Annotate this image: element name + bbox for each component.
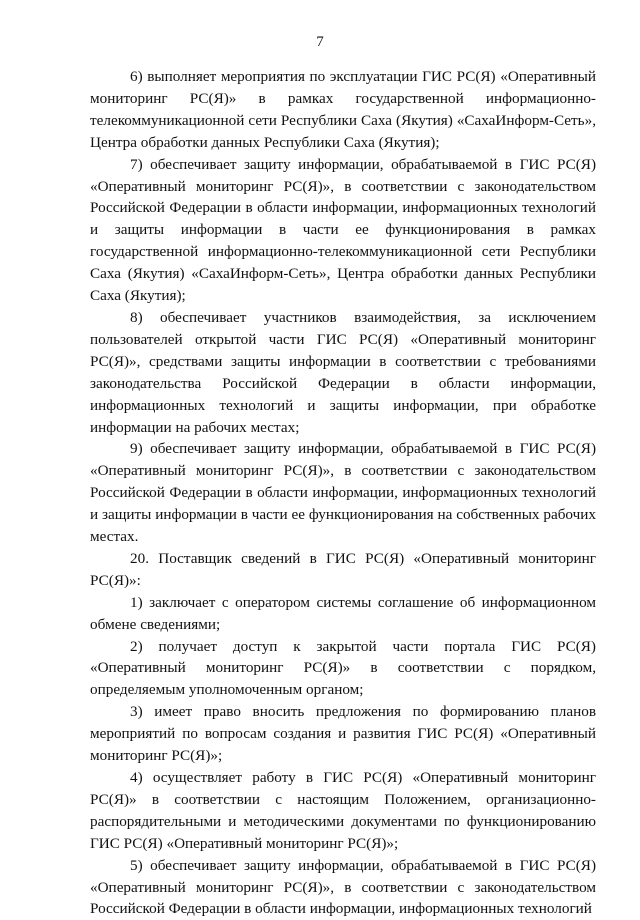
paragraph-item-6: 6) выполняет мероприятия по эксплуатации ГИС РС(Я) «Оперативный мониторинг РС(Я)» в рамках государственной информационно-телекоммуникационной сети Республики Саха (Якутия) «СахаИнформ-Сеть», Центра обработки данных Республики Саха (Якутия); — [90, 68, 596, 151]
page-number: 7 — [316, 34, 324, 50]
paragraph-item-5: 5) обеспечивает защиту информации, обрабатываемой в ГИС РС(Я) «Оперативный мониторинг РС(Я)», в соответствии с законодательством Российской Федерации в области информации, информационных технологий — [90, 856, 596, 918]
section-20-heading: 20. Поставщик сведений в ГИС РС(Я) «Оперативный мониторинг РС(Я)»: — [90, 549, 596, 589]
document-body — [90, 66, 596, 920]
paragraph-item-9: 9) обеспечивает защиту информации, обрабатываемой в ГИС РС(Я) «Оперативный мониторинг РС(Я)», в соответствии с законодательством Российской Федерации в области информации, информационных технологий и защиты информации в части ее функционирования на собственных рабочих местах. — [90, 440, 596, 546]
paragraph-item-1: 1) заключает с оператором системы соглашение об информационном обмене сведениями; — [90, 593, 596, 633]
paragraph-item-8: 8) обеспечивает участников взаимодействия, за исключением пользователей открытой части ГИС РС(Я) «Оперативный мониторинг РС(Я)», средствами защиты информации в соответствии с требованиями законодательства Российской Федерации в области информации, информационных технологий и защиты информации, при обработке информации на рабочих местах; — [90, 308, 596, 436]
paragraph-item-3: 3) имеет право вносить предложения по формированию планов мероприятий по вопросам создания и развития ГИС РС(Я) «Оперативный мониторинг РС(Я)»; — [90, 703, 596, 765]
paragraph-item-4: 4) осуществляет работу в ГИС РС(Я) «Оперативный мониторинг РС(Я)» в соответствии с настоящим Положением, организационно-распорядительными и методическими документами по функционированию ГИС РС(Я) «Оперативный мониторинг РС(Я)»; — [90, 769, 596, 852]
paragraph-item-2: 2) получает доступ к закрытой части портала ГИС РС(Я) «Оперативный мониторинг РС(Я)» в соответствии с порядком, определяемым уполномоченным органом; — [90, 637, 596, 699]
paragraph-item-7: 7) обеспечивает защиту информации, обрабатываемой в ГИС РС(Я) «Оперативный мониторинг РС(Я)», в соответствии с законодательством Российской Федерации в области информации, информационных технологий и защиты информации в части ее функционирования в рамках государственной информационно-телекоммуникационной сети Республики Саха (Якутия) «СахаИнформ-Сеть», Центра обработки данных Республики Саха (Якутия); — [90, 155, 596, 305]
